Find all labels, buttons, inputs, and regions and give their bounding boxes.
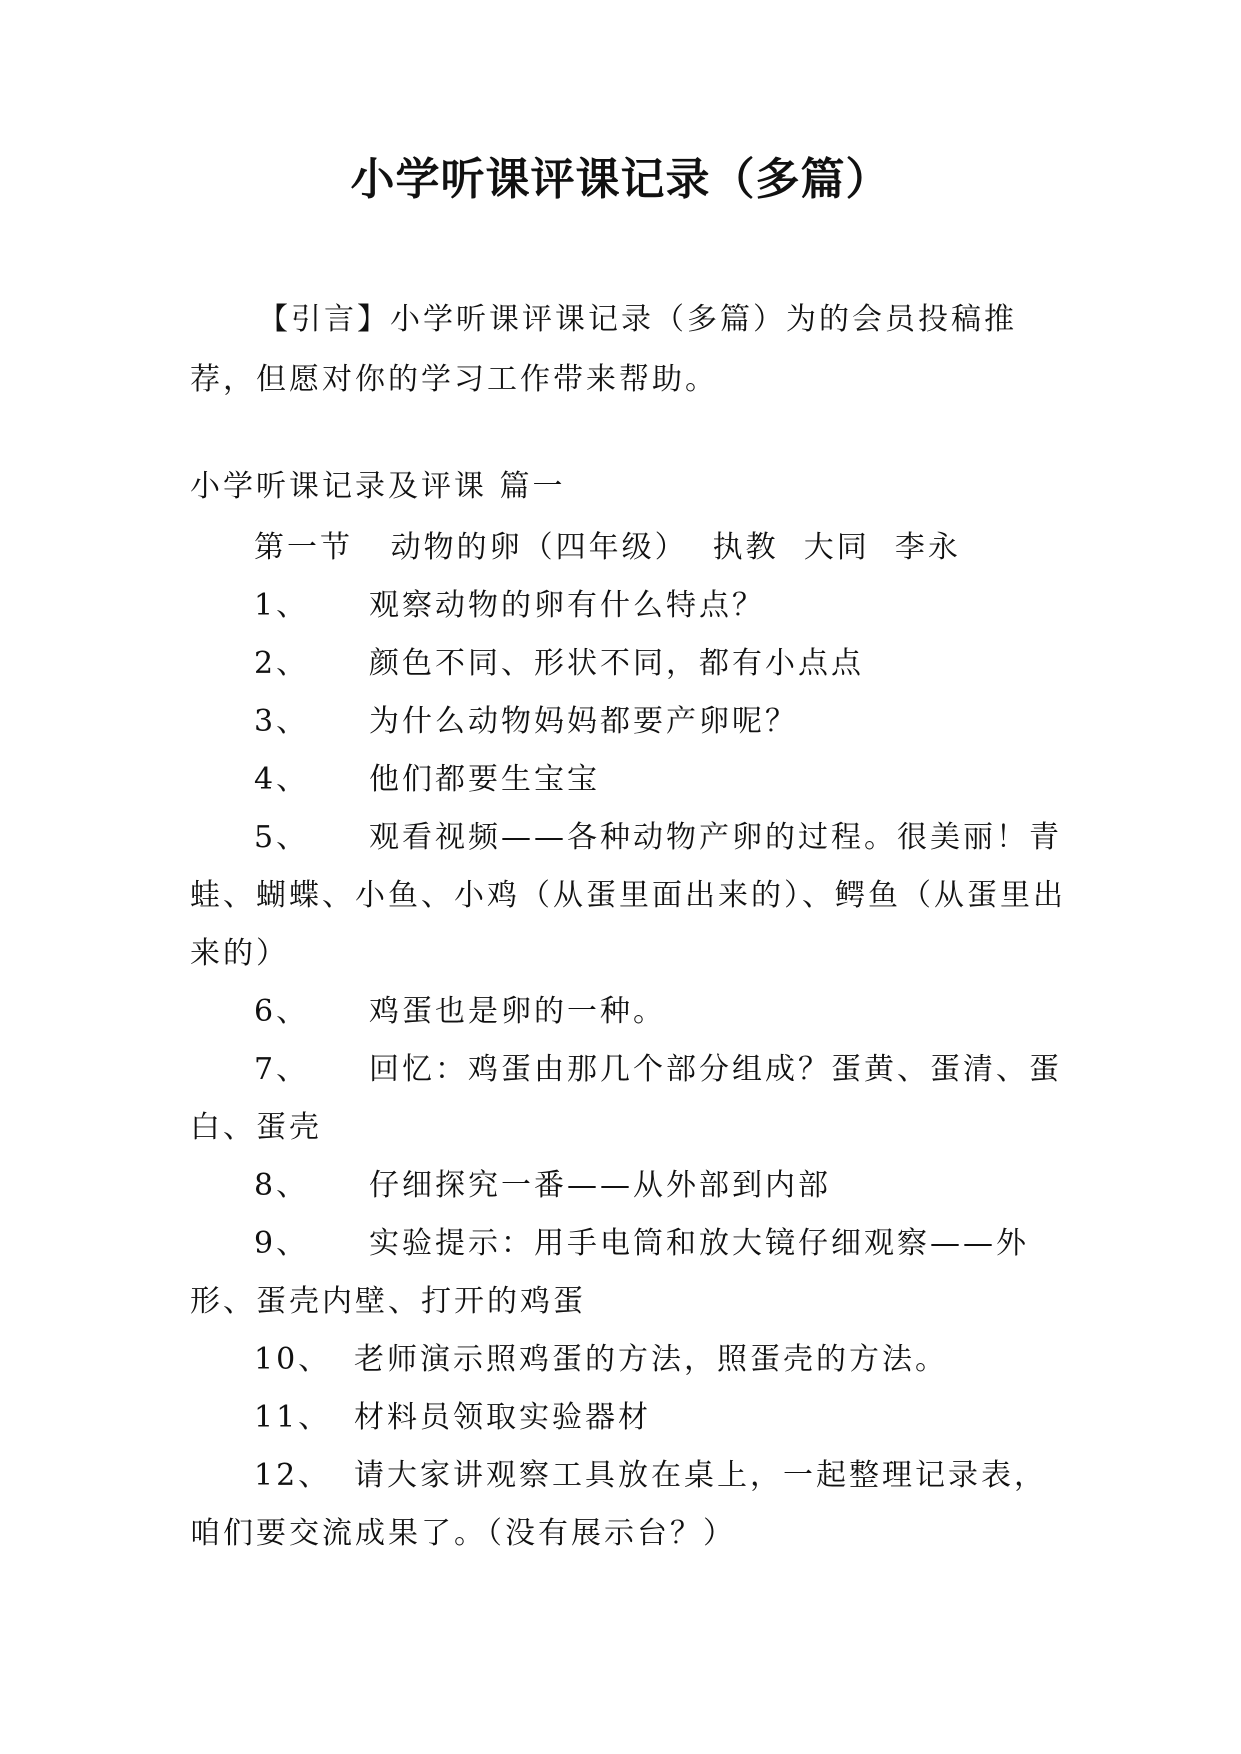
list-item-number: 8、: [254, 1168, 310, 1203]
list-item-text: 仔细探究一番——从外部到内部: [369, 1168, 831, 1203]
list-item: [190, 635, 1070, 693]
list-item-number: 7、: [254, 1052, 310, 1087]
list-item: [190, 1447, 1070, 1563]
list-item-text: 观察动物的卵有什么特点？: [369, 588, 765, 623]
list-item: [190, 1215, 1070, 1331]
lesson-info-line: 第一节 动物的卵（四年级） 执教 大同 李永: [254, 530, 961, 565]
list-item-text: 老师演示照鸡蛋的方法，照蛋壳的方法。: [354, 1342, 948, 1377]
list-item-number: 6、: [254, 994, 310, 1029]
list-item: [190, 751, 1070, 809]
list-item-number: 1、: [254, 588, 310, 623]
list-item: [190, 1041, 1070, 1157]
list-item-number: 12、: [254, 1458, 332, 1493]
list-item-text: 实验提示：用手电筒和放大镜仔细观察——外形、蛋壳内壁、打开的鸡蛋: [190, 1226, 1029, 1319]
list-item-text: 请大家讲观察工具放在桌上，一起整理记录表，咱们要交流成果了。（没有展示台？）: [190, 1458, 1047, 1551]
list-item-text: 颜色不同、形状不同，都有小点点: [369, 646, 864, 681]
list-item-text: 为什么动物妈妈都要产卵呢？: [369, 704, 798, 739]
lesson-notes: [190, 519, 1070, 1563]
list-item-text: 回忆：鸡蛋由那几个部分组成？蛋黄、蛋清、蛋白、蛋壳: [190, 1052, 1062, 1145]
intro-paragraph: 【引言】小学听课评课记录（多篇）为的会员投稿推荐，但愿对你的学习工作带来帮助。: [190, 302, 1017, 397]
list-item-number: 9、: [254, 1226, 310, 1261]
list-item: [190, 577, 1070, 635]
list-item: [190, 693, 1070, 751]
list-item: [190, 1331, 1070, 1389]
list-item-text: 他们都要生宝宝: [369, 762, 600, 797]
list-item: [190, 1157, 1070, 1215]
list-item-text: 鸡蛋也是卵的一种。: [369, 994, 666, 1029]
section-heading: 小学听课记录及评课 篇一: [190, 469, 566, 504]
list-item-number: 2、: [254, 646, 310, 681]
list-item-number: 4、: [254, 762, 310, 797]
list-item: [190, 983, 1070, 1041]
list-item-number: 10、: [254, 1342, 332, 1377]
document-title: 小学听课评课记录（多篇）: [350, 154, 891, 205]
list-item-number: 5、: [254, 820, 310, 855]
list-item: [190, 809, 1070, 983]
list-item-number: 3、: [254, 704, 310, 739]
list-item: [190, 1389, 1070, 1447]
list-item-number: 11、: [254, 1400, 332, 1435]
list-item-text: 观看视频——各种动物产卵的过程。很美丽！青蛙、蝴蝶、小鱼、小鸡（从蛋里面出来的）、鳄鱼（从蛋里出来的）: [190, 820, 1066, 971]
list-item-text: 材料员领取实验器材: [354, 1400, 651, 1435]
